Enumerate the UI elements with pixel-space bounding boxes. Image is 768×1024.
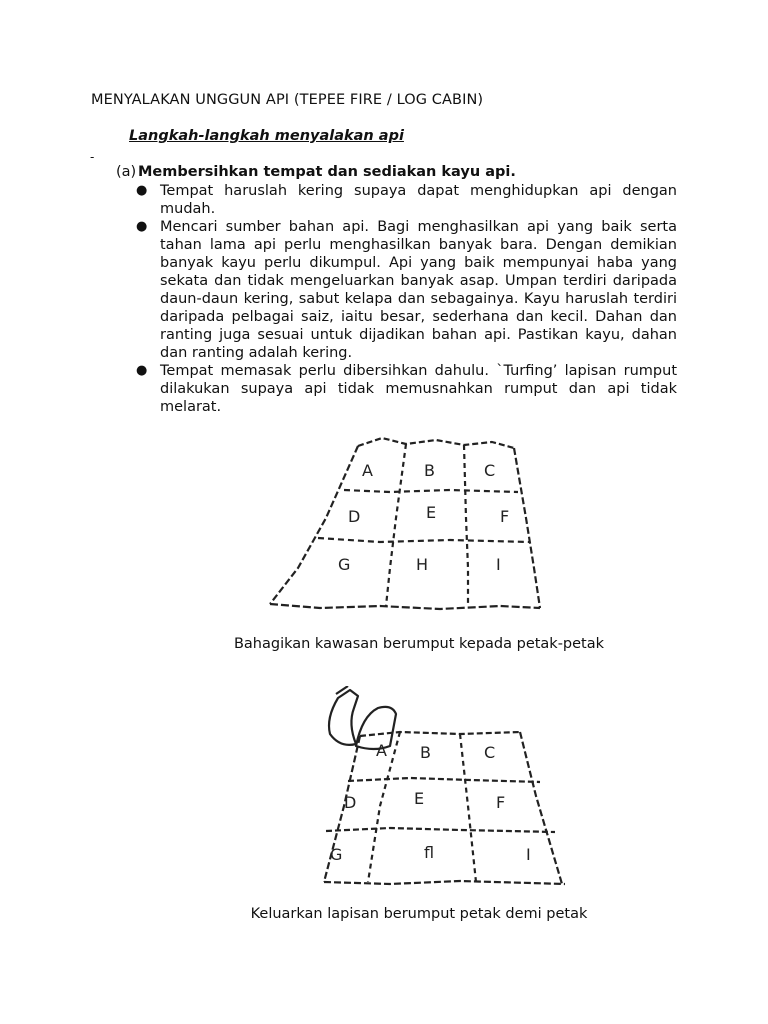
section-heading: Membersihkan tempat dan sediakan kayu api. <box>138 164 516 180</box>
grid-label: F <box>496 793 506 812</box>
figure-grid-plots <box>240 418 600 618</box>
list-item <box>136 362 677 416</box>
list-item <box>136 182 677 218</box>
list-item <box>136 218 677 362</box>
figure-caption: Keluarkan lapisan berumput petak demi petak <box>250 906 588 922</box>
bullet-text: Tempat haruslah kering supaya dapat menghidupkan api dengan mudah. <box>160 183 677 217</box>
grid-label: B <box>424 461 435 480</box>
grid-label: F <box>500 507 510 526</box>
grid-label: G <box>330 845 343 864</box>
section-label: (a) <box>116 164 137 180</box>
figure-caption: Bahagikan kawasan berumput kepada petak-petak <box>233 636 605 652</box>
document-title: MENYALAKAN UNGGUN API (TEPEE FIRE / LOG CABIN) <box>91 92 484 108</box>
grid-label: I <box>496 555 501 574</box>
grid-label: E <box>426 503 437 522</box>
grid-label: C <box>484 461 496 480</box>
grid-label: fl <box>424 843 435 862</box>
steps-subtitle: Langkah-langkah menyalakan api <box>129 128 404 144</box>
grid-label: H <box>416 555 429 574</box>
figure-turf-removal <box>300 686 590 896</box>
grid-label: I <box>526 845 531 864</box>
grid-label: D <box>344 793 357 812</box>
bullet-text: Mencari sumber bahan api. Bagi menghasilkan api yang baik serta tahan lama api perlu menghasilkan banyak bara. Dengan demikian banyak kayu perlu dikumpul. Api yang baik mempunyai haba yang sekata dan tidak mengeluarkan banyak asap. Umpan terdiri daripada daun-daun kering, sabut kelapa dan sebagainya. Kayu haruslah terdiri daripada pelbagai saiz, iaitu besar, sederhana dan kecil. Dahan dan ranting juga sesuai untuk dijadikan bahan api. Pastikan kayu, dahan dan ranting adalah kering. <box>160 219 677 361</box>
bullet-text: Tempat memasak perlu dibersihkan dahulu. `Turfing’ lapisan rumput dilakukan supaya api tidak memusnahkan rumput dan api tidak melarat. <box>160 363 677 415</box>
grid-label: D <box>348 507 361 526</box>
bullet-list <box>136 182 677 416</box>
grid-label: G <box>338 555 351 574</box>
grid-label: E <box>414 789 425 808</box>
bullet-icon: ● <box>136 219 148 234</box>
grid-label: B <box>420 743 431 762</box>
grid-label: A <box>362 461 373 480</box>
grid-label: C <box>484 743 496 762</box>
bullet-icon: ● <box>136 363 148 378</box>
stray-dash: - <box>90 150 95 164</box>
grid-label: A <box>376 741 387 760</box>
bullet-icon: ● <box>136 183 148 198</box>
